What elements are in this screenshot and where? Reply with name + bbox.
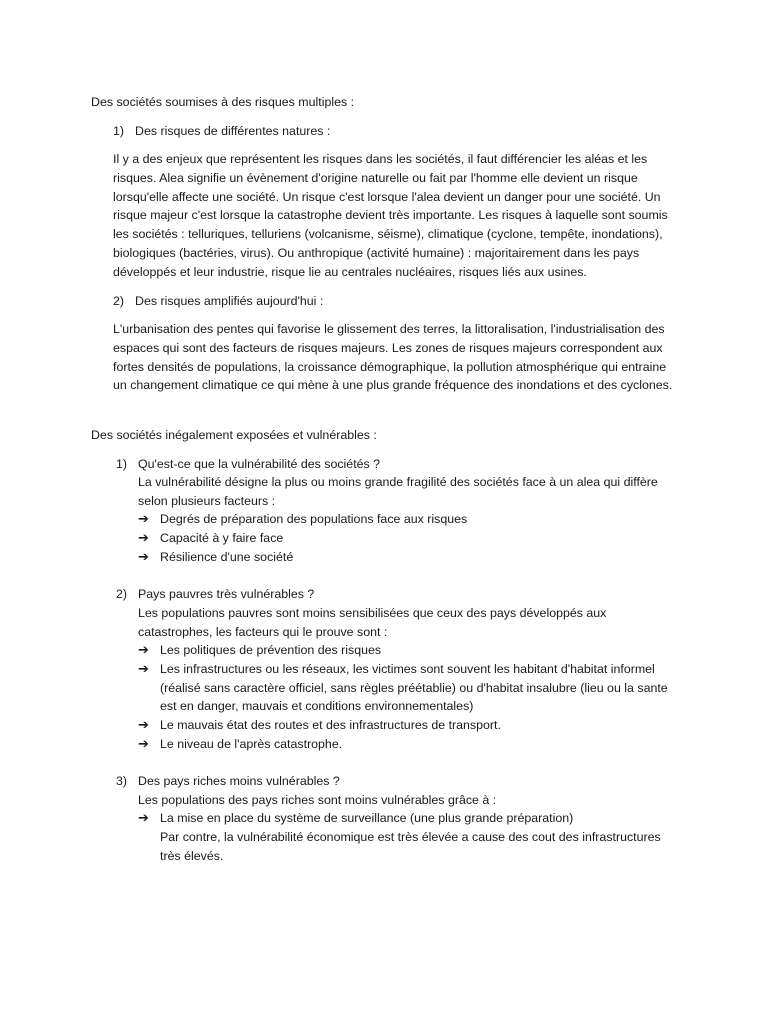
list-item: ➔ Le niveau de l'après catastrophe. [138,735,683,754]
subheading-pays-pauvres [116,585,314,604]
list-item: ➔ Les infrastructures ou les réseaux, les victimes sont souvent les habitant d'habitat informel (réalisé sans caractère officiel, sans règles préétablie) ou d'habitat insalubre (lieu ou la sante est en danger, mauvais et conditions environnementales) [138,660,668,714]
list-number: 3) [116,774,128,788]
subheading-text: Des risques de différentes natures : [135,124,331,138]
arrow-right-icon: ➔ [138,660,149,676]
list-number: 2) [113,294,125,308]
list-number: 1) [116,457,128,471]
subheading-pays-riches [116,772,340,791]
arrow-right-icon: ➔ [138,511,149,526]
arrow-right-icon: ➔ [138,642,149,657]
paragraph-pays-riches: Les populations des pays riches sont moins vulnérables grâce à : [138,793,497,807]
subheading-risques-natures [113,122,330,141]
subheading-text: Des pays riches moins vulnérables ? [138,774,340,788]
arrow-right-icon: ➔ [138,717,149,733]
subheading-risques-amplifies [113,292,323,311]
bullet-list-vulnerabilite [138,510,683,566]
paragraph-pays-pauvres: Les populations pauvres sont moins sensibilisées que ceux des pays développés aux catastrophes, les facteurs qui le prouve sont : [138,606,607,639]
paragraph-risques-natures: Il y a des enjeux que représentent les risques dans les sociétés, il faut différencier les aléas et les risques. Alea signifie un évènement d'origine naturelle ou fait par l'homme elle devient un risque lorsqu'elle affecte une société. Un risque c'est lorsque l'alea devient un danger pour une société. Un risque majeur c'est lorsque la catastrophe devient très importante. Les risques à laquelle sont soumis les sociétés : telluriques, telluriens (volcanisme, séisme), climatique (cyclone, tempête, inondations), biologiques (bactéries, virus). Ou anthropique (activité humaine) : majoritairement dans les pays développés et leur industrie, risque lie au centrales nucléaires, risques liés aux usines. [113,152,668,279]
list-number: 1) [113,124,125,138]
paragraph-vulnerabilite: La vulnérabilité désigne la plus ou moins grande fragilité des sociétés face à un alea qui diffère selon plusieurs facteurs : [138,475,658,508]
bullet-list-pays-pauvres [138,641,683,754]
list-item: ➔ Capacité à y faire face [138,529,683,548]
paragraph-risques-amplifies: L'urbanisation des pentes qui favorise le glissement des terres, la littoralisation, l'industrialisation des espaces qui sont des facteurs de risques majeurs. Les zones de risques majeurs correspondent aux fortes densités de populations, la croissance démographique, la pollution atmosphérique qui entraine un changement climatique ce qui mène à une plus grande fréquence des inondations et des cyclones. [113,322,673,393]
subheading-text: Des risques amplifiés aujourd'hui : [135,294,324,308]
list-item: ➔ Le mauvais état des routes et des infrastructures de transport. [138,716,683,735]
arrow-right-icon: ➔ [138,529,149,545]
subheading-vulnerabilite [116,455,380,474]
section-heading-societes-vulnerables: Des sociétés inégalement exposées et vulnérables : [91,428,377,442]
list-item: ➔ Les politiques de prévention des risques [138,641,683,660]
list-item: ➔ La mise en place du système de surveillance (une plus grande préparation) [138,809,683,828]
section-heading-risques-multiples: Des sociétés soumises à des risques multiples : [91,95,355,109]
arrow-right-icon: ➔ [138,735,149,751]
subheading-text: Pays pauvres très vulnérables ? [138,587,315,601]
paragraph-vulnerabilite-economique: Par contre, la vulnérabilité économique est très élevée a cause des cout des infrastructures très élevés. [160,830,661,863]
arrow-right-icon: ➔ [138,548,149,564]
subheading-text: Qu'est-ce que la vulnérabilité des sociétés ? [138,457,381,471]
arrow-right-icon: ➔ [138,810,149,825]
bullet-list-pays-riches [138,809,683,828]
list-number: 2) [116,587,128,601]
list-item: ➔ Degrés de préparation des populations face aux risques [138,510,683,529]
list-item: ➔ Résilience d'une société [138,548,683,567]
